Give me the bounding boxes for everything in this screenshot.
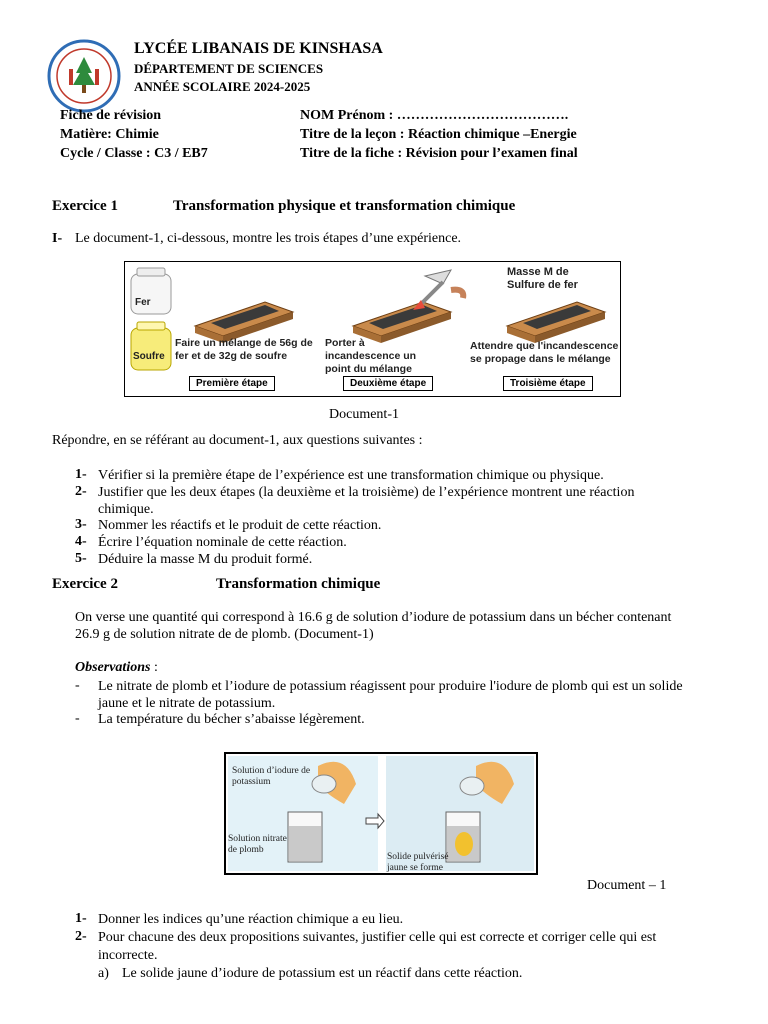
observation-text: La température du bécher s’abaisse légèrement. xyxy=(98,712,365,727)
observations-label: Observations xyxy=(75,660,151,675)
question-number: 2- xyxy=(75,929,87,944)
class-label: Cycle / Classe : C3 / EB7 xyxy=(60,146,208,161)
step-1-text: Faire un mélange de 56g de fer et de 32g de soufre xyxy=(175,337,313,362)
observations-colon: : xyxy=(150,660,158,675)
lead-nitrate-label: Solution nitrate de plomb xyxy=(228,834,287,855)
questions-prompt: Répondre, en se référant au document-1, aux questions suivantes : xyxy=(52,433,423,448)
jar-iron-label: Fer xyxy=(135,297,151,308)
question-text: Justifier que les deux étapes (la deuxième et la troisième) de l’expérience montrent une réaction chimique. xyxy=(98,485,635,517)
question-number: 5- xyxy=(75,551,87,566)
school-year: ANNÉE SCOLAIRE 2024-2025 xyxy=(134,79,311,94)
question-text: Écrire l’équation nominale de cette réaction. xyxy=(98,535,347,550)
ki-solution-label: Solution d’iodure de potassium xyxy=(232,766,311,787)
sub-question-text: Le solide jaune d’iodure de potassium est un réactif dans cette réaction. xyxy=(122,966,523,981)
question-text: Pour chacune des deux propositions suivantes, justifier celle qui est correcte et corriger celle qui est incorrecte. xyxy=(98,930,657,963)
lesson-title: Titre de la leçon : Réaction chimique –Energie xyxy=(300,127,577,142)
observations-heading xyxy=(75,660,158,676)
question-number: 4- xyxy=(75,534,87,549)
step-2-text: Porter à incandescence un point du mélange xyxy=(325,337,417,375)
question-text: Donner les indices qu’une réaction chimique a eu lieu. xyxy=(98,912,404,927)
document-1-figure-2 xyxy=(224,752,538,875)
part-i-label: I- xyxy=(52,231,63,246)
question-text: Déduire la masse M du produit formé. xyxy=(98,552,313,567)
sheet-title: Titre de la fiche : Révision pour l’examen final xyxy=(300,146,578,161)
exercise-1-intro: Le document-1, ci-dessous, montre les trois étapes d’une expérience. xyxy=(75,231,462,246)
sub-question-letter: a) xyxy=(98,966,109,981)
step-3-label: Troisième étape xyxy=(503,376,593,391)
question-text: Nommer les réactifs et le produit de cette réaction. xyxy=(98,518,382,533)
question-number: 1- xyxy=(75,911,87,926)
question-text: Vérifier si la première étape de l’expérience est une transformation chimique ou physique. xyxy=(98,468,604,483)
step-1-label: Première étape xyxy=(189,376,275,391)
question-number: 1- xyxy=(75,467,87,482)
school-name: LYCÉE LIBANAIS DE KINSHASA xyxy=(134,40,383,57)
document-1-caption-2: Document – 1 xyxy=(587,878,667,893)
school-logo xyxy=(47,39,121,113)
observation-text: Le nitrate de plomb et l’iodure de potassium réagissent pour produire l'iodure de plomb qui est un solide jaune et le nitrate de potassium. xyxy=(98,679,683,711)
step-2-label: Deuxième étape xyxy=(343,376,433,391)
step-3-text: Attendre que l'incandescence se propage dans le mélange xyxy=(470,340,619,365)
step-3-title: Masse M de Sulfure de fer xyxy=(507,266,578,291)
exercise-1-title: Transformation physique et transformation chimique xyxy=(173,198,516,214)
yellow-solid-label: Solide pulvérisé jaune se forme xyxy=(387,852,449,873)
exercise-2-title: Transformation chimique xyxy=(216,576,381,592)
exercise-2-intro: On verse une quantité qui correspond à 16.6 g de solution d’iodure de potassium dans un bécher contenant 26.9 g de solution nitrate de de plomb. (Document-1) xyxy=(75,610,672,642)
subject-label: Matière: Chimie xyxy=(60,127,159,142)
exercise-1-label: Exercice 1 xyxy=(52,198,118,214)
name-field: NOM Prénom : ………………………………. xyxy=(300,108,569,123)
document-1-caption: Document-1 xyxy=(329,407,399,422)
exercise-2-label: Exercice 2 xyxy=(52,576,118,592)
fiche-label: Fiche de révision xyxy=(60,108,162,123)
observation-dash: - xyxy=(75,678,80,693)
department-name: DÉPARTEMENT DE SCIENCES xyxy=(134,61,324,76)
document-1-figure xyxy=(124,261,621,397)
question-number: 3- xyxy=(75,517,87,532)
question-number: 2- xyxy=(75,484,87,499)
jar-sulfur-label: Soufre xyxy=(133,351,165,362)
observation-dash: - xyxy=(75,711,80,726)
